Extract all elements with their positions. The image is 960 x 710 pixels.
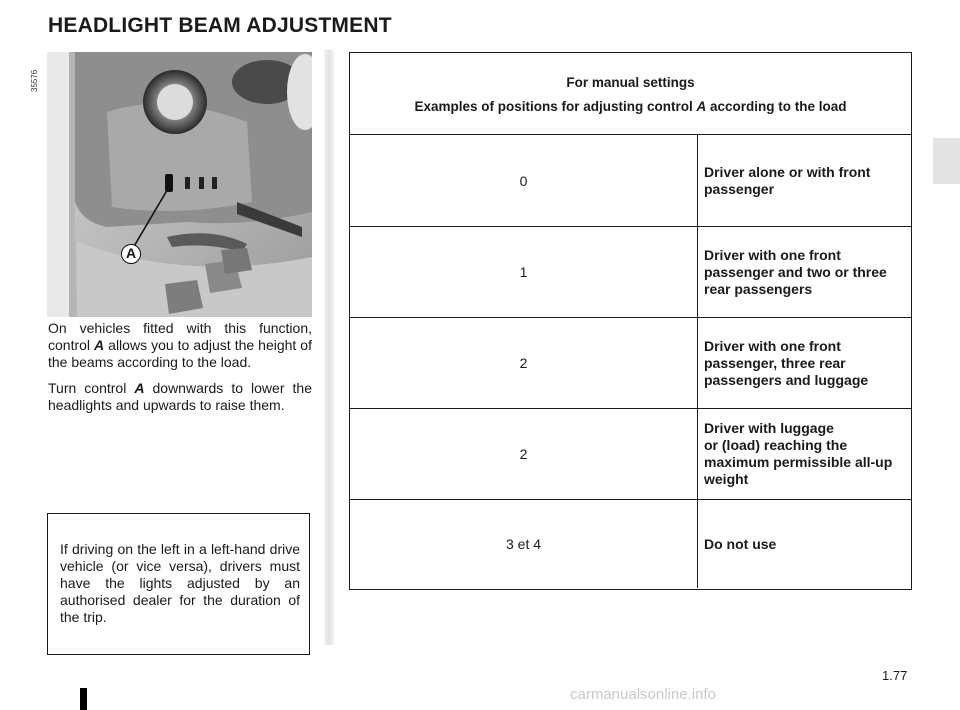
position-cell: 2 <box>350 318 698 408</box>
description-cell: Driver with one front passenger and two or three rear passengers <box>704 246 887 297</box>
table-row <box>350 318 911 409</box>
body-paragraph-1: On vehicles fitted with this function, control A allows you to adjust the height of the beams according to the load. <box>48 320 312 370</box>
position-cell: 0 <box>350 135 698 226</box>
note-text: If driving on the left in a left-hand drive vehicle (or vice versa), drivers must have the lights adjusted by an authorised dealer for the duration of the trip. <box>60 541 300 625</box>
dashboard-illustration <box>47 52 312 317</box>
description-cell: Driver with luggage or (load) reaching the maximum permissible all-up weight <box>704 420 893 487</box>
body-text <box>48 320 312 423</box>
watermark: carmanualsonline.info <box>570 686 716 703</box>
table-row <box>350 409 911 500</box>
table-header-subtitle: Examples of positions for adjusting control A according to the load <box>414 99 847 114</box>
description-cell: Driver alone or with front passenger <box>704 163 871 197</box>
table-header-title: For manual settings <box>566 75 695 90</box>
table-row <box>350 227 911 318</box>
chapter-tab <box>933 138 960 184</box>
position-cell: 2 <box>350 409 698 499</box>
table-row <box>350 135 911 227</box>
body-paragraph-2: Turn control A downwards to lower the headlights and upwards to raise them. <box>48 380 312 413</box>
page-title: HEADLIGHT BEAM ADJUSTMENT <box>48 14 392 37</box>
table-header <box>350 53 911 135</box>
note-box <box>47 513 310 655</box>
description-cell: Driver with one front passenger, three rear passengers and luggage <box>704 337 869 388</box>
column-divider <box>324 50 334 645</box>
page-number: 1.77 <box>882 668 908 683</box>
position-cell: 3 et 4 <box>350 500 698 588</box>
illustration-code: 35576 <box>30 69 39 92</box>
load-settings-table <box>349 52 912 590</box>
position-cell: 1 <box>350 227 698 317</box>
crop-mark <box>80 688 87 710</box>
callout-a-label: A <box>121 244 141 264</box>
table-row <box>350 500 911 588</box>
description-cell: Do not use <box>704 535 777 552</box>
